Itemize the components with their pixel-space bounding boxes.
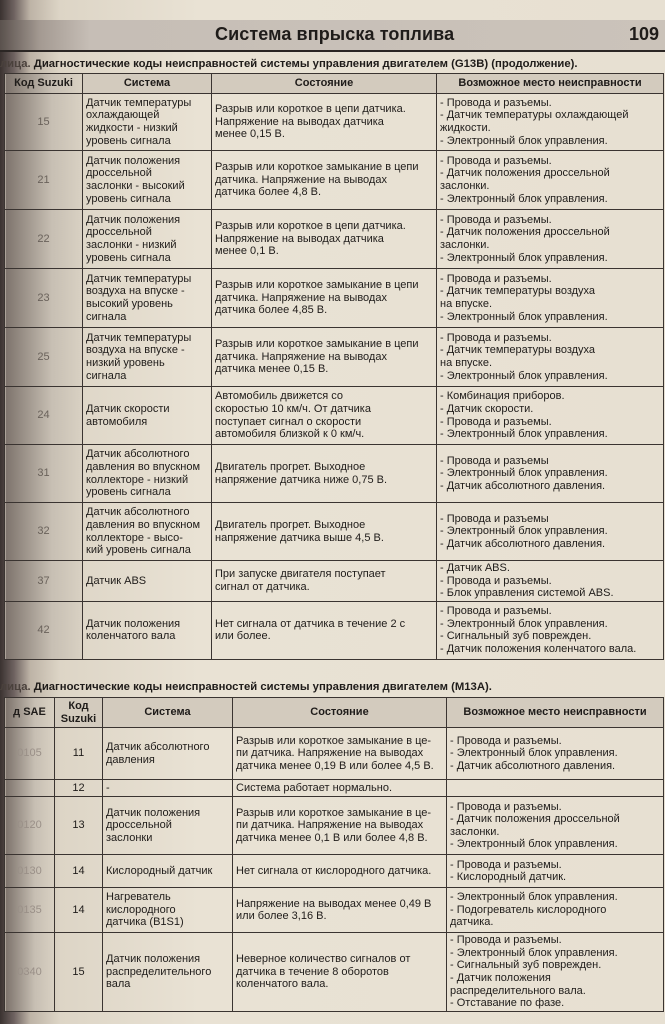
table-row [5,328,664,387]
table1-system-cell: Датчик абсолютного давления во впускном коллекторе - высо- кий уровень сигнала [83,503,212,561]
table1-header-system: Система [83,74,212,94]
table2-system-cell: Датчик положения распределительного вала [103,933,233,1012]
table2-header-state: Состояние [233,698,447,728]
table1-code-cell: 24 [5,387,83,445]
table1-header-state: Состояние [212,74,437,94]
table2-sae-cell: 0130 [5,855,55,888]
table1-header-code: Код Suzuki [5,74,83,94]
table2 [4,697,664,1012]
table1-system-cell: Датчик температуры воздуха на впуске - низкий уровень сигнала [83,328,212,387]
table1-state-cell: Нет сигнала от датчика в течение 2 с или более. [212,601,437,659]
table1-state-cell: Разрыв или короткое замыкание в цепи датчика. Напряжение на выводах датчика более 4,85 В. [212,269,437,328]
table1-cause-cell: - Провода и разъемы. - Датчик температуры воздуха на впуске. - Электронный блок управления. [437,269,664,328]
table2-code-cell: 15 [55,933,103,1012]
page-number: 109 [628,24,659,44]
table1-code-cell: 25 [5,328,83,387]
table1-cause-cell: - Комбинация приборов. - Датчик скорости. - Провода и разъемы. - Электронный блок управления. [437,387,664,445]
table2-header-cause: Возможное место неисправности [447,698,664,728]
table1-state-cell: При запуске двигателя поступает сигнал от датчика. [212,561,437,602]
table2-code-cell: 11 [55,728,103,780]
table-row [5,210,664,269]
table1-state-cell: Двигатель прогрет. Выходное напряжение датчика ниже 0,75 В. [212,445,437,503]
table2-state-cell: Напряжение на выводах менее 0,49 В или более 3,16 В. [233,888,447,933]
table-row [5,151,664,210]
table2-sae-cell: 0135 [5,888,55,933]
table1-state-cell: Автомобиль движется со скоростью 10 км/ч. От датчика поступает сигнал о скорости автомобиля близкой к 0 км/ч. [212,387,437,445]
table2-system-cell: Датчик абсолютного давления [103,728,233,780]
table2-sae-cell: 0105 [5,728,55,780]
table2-state-cell: Система работает нормально. [233,780,447,797]
page-header [0,20,665,52]
table1-header-cause: Возможное место неисправности [437,74,664,94]
table2-system-cell: - [103,780,233,797]
table1-system-cell: Датчик скорости автомобиля [83,387,212,445]
table2-cause-cell: - Провода и разъемы. - Электронный блок управления. - Сигнальный зуб поврежден. - Датчик положения распределительного вала. - Отставание по фазе. [447,933,664,1012]
table-row [5,503,664,561]
table2-header-sae: д SAE [5,698,55,728]
table2-code-cell: 14 [55,888,103,933]
table1-cause-cell: - Провода и разъемы. - Датчик температуры охлаждающей жидкости. - Электронный блок управления. [437,94,664,151]
table-row [5,601,664,659]
table1 [4,73,664,660]
table1-cause-cell: - Провода и разъемы. - Датчик температуры воздуха на впуске. - Электронный блок управления. [437,328,664,387]
table1-state-cell: Разрыв или короткое в цепи датчика. Напряжение на выводах датчика менее 0,1 В. [212,210,437,269]
table2-cause-cell: - Провода и разъемы. - Электронный блок управления. - Датчик абсолютного давления. [447,728,664,780]
table-row [5,94,664,151]
table1-code-cell: 21 [5,151,83,210]
table2-system-cell: Датчик положения дроссельной заслонки [103,797,233,855]
table-row [5,561,664,602]
table1-code-cell: 23 [5,269,83,328]
table2-header-code: Код Suzuki [55,698,103,728]
table-row [5,780,664,797]
table-row [5,797,664,855]
table1-code-cell: 22 [5,210,83,269]
table1-system-cell: Датчик положения коленчатого вала [83,601,212,659]
table2-state-cell: Нет сигнала от кислородного датчика. [233,855,447,888]
table-row [5,888,664,933]
table1-cause-cell: - Датчик ABS. - Провода и разъемы. - Блок управления системой ABS. [437,561,664,602]
table1-system-cell: Датчик абсолютного давления во впускном коллекторе - низкий уровень сигнала [83,445,212,503]
table1-state-cell: Двигатель прогрет. Выходное напряжение датчика выше 4,5 В. [212,503,437,561]
table1-code-cell: 37 [5,561,83,602]
table2-sae-cell: 0120 [5,797,55,855]
table1-cause-cell: - Провода и разъемы. - Датчик положения дроссельной заслонки. - Электронный блок управления. [437,210,664,269]
table1-cause-cell: - Провода и разъемы - Электронный блок управления. - Датчик абсолютного давления. [437,445,664,503]
table1-system-cell: Датчик температуры воздуха на впуске - высокий уровень сигнала [83,269,212,328]
table1-code-cell: 32 [5,503,83,561]
table1-system-cell: Датчик положения дроссельной заслонки - высокий уровень сигнала [83,151,212,210]
table2-code-cell: 14 [55,855,103,888]
table1-cause-cell: - Провода и разъемы. - Электронный блок управления. - Сигнальный зуб поврежден. - Датчик положения коленчатого вала. [437,601,664,659]
table2-sae-cell: 0340 [5,933,55,1012]
table2-system-cell: Нагреватель кислородного датчика (B1S1) [103,888,233,933]
table1-cause-cell: - Провода и разъемы. - Датчик положения дроссельной заслонки. - Электронный блок управления. [437,151,664,210]
table-row [5,445,664,503]
table2-state-cell: Неверное количество сигналов от датчика в течение 8 оборотов коленчатого вала. [233,933,447,1012]
table2-system-cell: Кислородный датчик [103,855,233,888]
table2-state-cell: Разрыв или короткое замыкание в це- пи датчика. Напряжение на выводах датчика менее 0,19 В или более 4,5 В. [233,728,447,780]
table-row [5,933,664,1012]
table-row [5,269,664,328]
table2-header-system: Система [103,698,233,728]
table1-code-cell: 31 [5,445,83,503]
table2-caption-prefix: лица. [0,681,31,693]
table1-system-cell: Датчик ABS [83,561,212,602]
table2-cause-cell: - Электронный блок управления. - Подогреватель кислородного датчика. [447,888,664,933]
table2-caption [0,681,492,693]
table-row [5,387,664,445]
table1-code-cell: 15 [5,94,83,151]
table2-caption-text: Диагностические коды неисправностей системы управления двигателем (M13A). [33,681,492,693]
table1-state-cell: Разрыв или короткое замыкание в цепи датчика. Напряжение на выводах датчика более 4,8 В. [212,151,437,210]
table2-cause-cell: - Провода и разъемы. - Датчик положения дроссельной заслонки. - Электронный блок управления. [447,797,664,855]
page-title: Система впрыска топлива [215,24,455,44]
table1-caption-text: Диагностические коды неисправностей системы управления двигателем (G13B) (продолжение). [33,58,578,70]
table2-code-cell: 12 [55,780,103,797]
table1-system-cell: Датчик температуры охлаждающей жидкости - низкий уровень сигнала [83,94,212,151]
table2-cause-cell [447,780,664,797]
table1-caption-prefix: лица. [0,58,31,70]
table1-state-cell: Разрыв или короткое в цепи датчика. Напряжение на выводах датчика менее 0,15 В. [212,94,437,151]
table-row [5,855,664,888]
table2-state-cell: Разрыв или короткое замыкание в це- пи датчика. Напряжение на выводах датчика менее 0,1 В или более 4,8 В. [233,797,447,855]
table2-cause-cell: - Провода и разъемы. - Кислородный датчик. [447,855,664,888]
table1-caption [0,58,578,70]
table1-code-cell: 42 [5,601,83,659]
table2-sae-cell [5,780,55,797]
table1-state-cell: Разрыв или короткое замыкание в цепи датчика. Напряжение на выводах датчика менее 0,15 В. [212,328,437,387]
table1-cause-cell: - Провода и разъемы - Электронный блок управления. - Датчик абсолютного давления. [437,503,664,561]
table2-code-cell: 13 [55,797,103,855]
table-row [5,728,664,780]
table1-system-cell: Датчик положения дроссельной заслонки - низкий уровень сигнала [83,210,212,269]
